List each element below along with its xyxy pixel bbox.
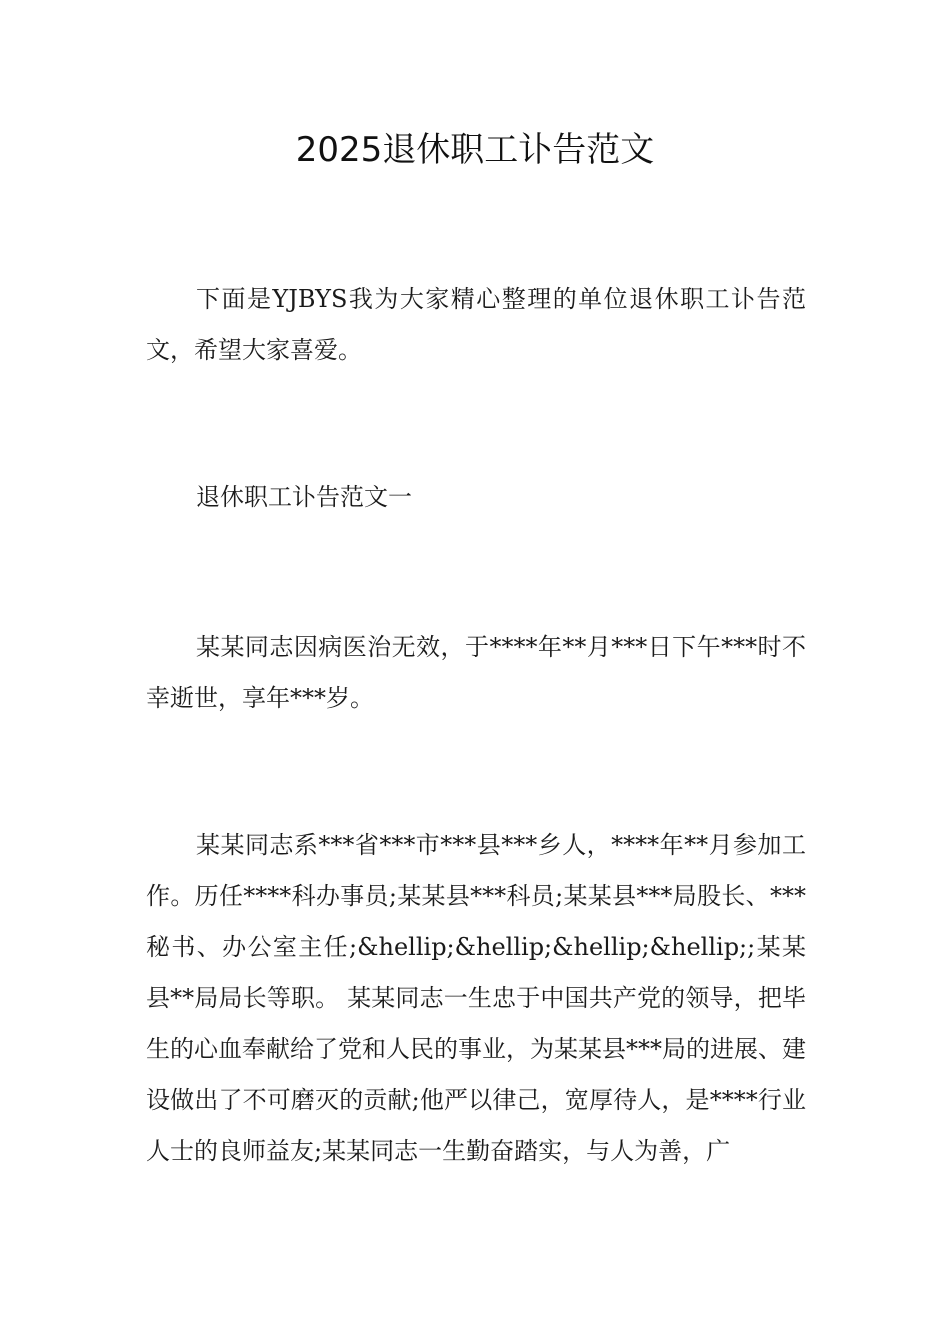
intro-paragraph: 下面是YJBYS我为大家精心整理的单位退休职工讣告范文，希望大家喜爱。: [146, 285, 806, 364]
body-paragraph: 某某同志因病医治无效，于****年**月***日下午***时不幸逝世，享年***岁。: [146, 633, 806, 712]
document-title: 2025退休职工讣告范文: [295, 130, 655, 170]
body-paragraph: 某某同志系***省***市***县***乡人，****年**月参加工作。历任****科办事员;某某县***科员;某某县***局股长、***秘书、办公室主任;&hellip;&hellip;&hellip;&hellip;;某某县**局局长等职。 某某同志一生忠于中国共产党的领导，把毕生的心血奉献给了党和人民的事业，为某某县***局的进展、建设做出了不可磨灭的贡献;他严以律己，宽厚待人，是****行业人士的良师益友;某某同志一生勤奋踏实，与人为善，广: [146, 831, 806, 1165]
section-heading: 退休职工讣告范文一: [196, 483, 412, 511]
